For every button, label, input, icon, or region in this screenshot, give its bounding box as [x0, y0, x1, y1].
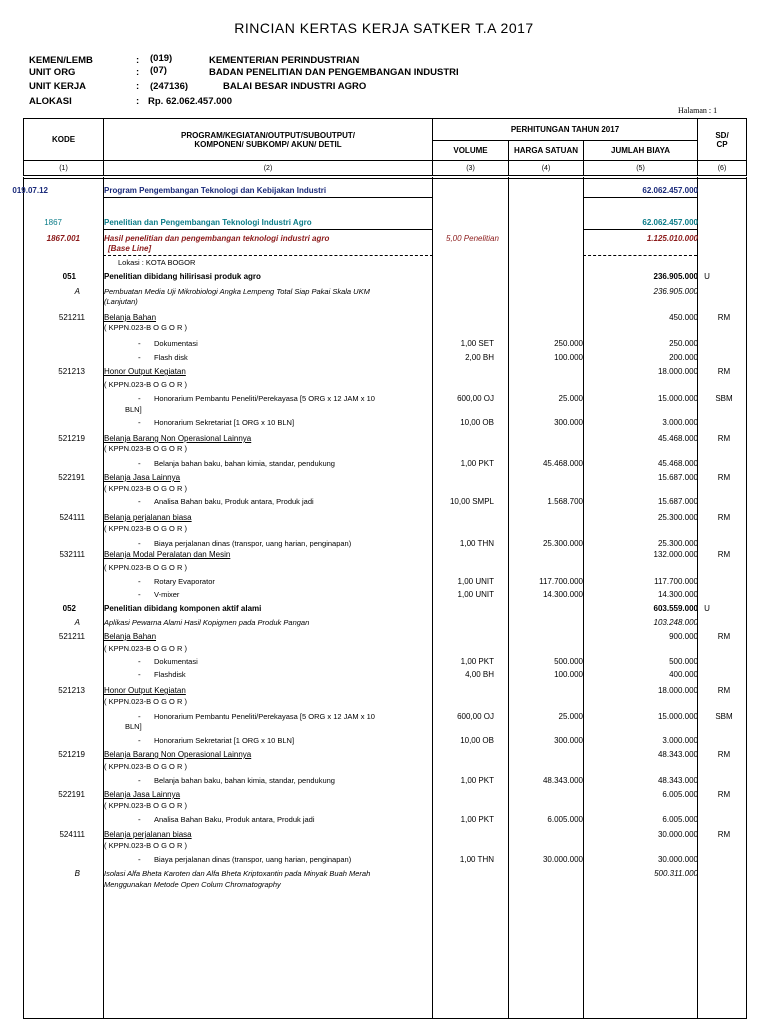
row-jumlah-biaya: 30.000.000 [657, 855, 698, 864]
row-kode: A [74, 618, 80, 627]
row-jumlah-biaya: 45.468.000 [657, 459, 698, 468]
row-description: ( KPPN.023-B O G O R ) [104, 323, 187, 332]
row-description: [Base Line] [108, 244, 152, 253]
unit-org-colon: : [136, 67, 140, 78]
row-description: ( KPPN.023-B O G O R ) [104, 644, 187, 653]
item-dash: - [138, 815, 141, 824]
row-kode: 521219 [58, 434, 85, 443]
row-jumlah-biaya: 236.905.000 [653, 272, 698, 281]
row-volume: 2,00 BH [465, 353, 494, 362]
row-jumlah-biaya: 500.311.000 [654, 869, 698, 878]
item-dash: - [138, 394, 141, 403]
row-kode: 522191 [58, 473, 85, 482]
row-jumlah-biaya: 15.687.000 [657, 497, 698, 506]
row-jumlah-biaya: 15.000.000 [657, 712, 698, 721]
row-jumlah-biaya: 1.125.010.000 [646, 234, 698, 243]
row-sd-cp: U [704, 604, 710, 613]
row-jumlah-biaya: 15.687.000 [657, 473, 698, 482]
item-dash: - [138, 657, 141, 666]
row-description: Belanja Modal Peralatan dan Mesin [104, 550, 231, 559]
col-harga: HARGA SATUAN [509, 141, 584, 161]
row-description: Lokasi : KOTA BOGOR [118, 258, 196, 267]
row-kode: 019.07.12 [12, 186, 48, 195]
row-jumlah-biaya: 25.300.000 [657, 513, 698, 522]
row-description: Flashdisk [154, 670, 186, 679]
rule-line [583, 229, 697, 230]
row-jumlah-biaya: 500.000 [669, 657, 698, 666]
row-description: (Lanjutan) [104, 297, 138, 306]
row-jumlah-biaya: 236.905.000 [653, 287, 698, 296]
row-description: Belanja Jasa Lainnya [104, 790, 181, 799]
row-kode: 524111 [59, 513, 85, 522]
row-description: Honorarium Pembantu Peneliti/Perekayasa [5 ORG x 12 JAM x 10 [154, 394, 375, 403]
row-description: Aplikasi Pewarna Alami Hasil Kopigmen pada Produk Pangan [104, 618, 310, 627]
col-program [104, 119, 433, 161]
kemen-label: KEMEN/LEMB [29, 55, 93, 66]
row-sd-cp: RM [717, 632, 731, 641]
col-jumlah: JUMLAH BIAYA [584, 141, 698, 161]
row-volume: 600,00 OJ [457, 394, 494, 403]
row-jumlah-biaya: 900.000 [669, 632, 698, 641]
item-dash: - [138, 776, 141, 785]
item-dash: - [138, 712, 141, 721]
row-jumlah-biaya: 25.300.000 [657, 539, 698, 548]
row-jumlah-biaya: 62.062.457.000 [642, 186, 698, 195]
row-sd-cp: RM [717, 830, 731, 839]
divider-harga [583, 177, 584, 1019]
rule-line [103, 229, 433, 230]
row-harga-satuan: 25.000 [558, 394, 583, 403]
col-num-4: (4) [509, 161, 584, 176]
row-jumlah-biaya: 6.005.000 [662, 815, 698, 824]
row-jumlah-biaya: 48.343.000 [657, 750, 698, 759]
row-harga-satuan: 30.000.000 [542, 855, 583, 864]
row-harga-satuan: 250.000 [554, 339, 583, 348]
row-kode: 521213 [58, 686, 85, 695]
row-volume: 4,00 BH [465, 670, 494, 679]
kemen-name: KEMENTERIAN PERINDUSTRIAN [209, 55, 360, 66]
row-description: Program Pengembangan Teknologi dan Kebijakan Industri [104, 186, 327, 195]
unit-kerja-colon: : [136, 81, 140, 92]
item-dash: - [138, 736, 141, 745]
item-dash: - [138, 339, 141, 348]
kemen-colon: : [136, 55, 140, 66]
col-kode: KODE [24, 119, 104, 161]
col-program-line1: PROGRAM/KEGIATAN/OUTPUT/SUBOUTPUT/ [181, 130, 355, 140]
unit-org-code: (07) [150, 65, 167, 76]
row-volume: 1,00 PKT [460, 815, 494, 824]
row-description: Belanja Barang Non Operasional Lainnya [104, 434, 252, 443]
row-harga-satuan: 100.000 [554, 670, 583, 679]
col-sdcp-line1: SD/ [715, 130, 729, 140]
row-jumlah-biaya: 18.000.000 [657, 686, 698, 695]
row-harga-satuan: 14.300.000 [542, 590, 583, 599]
rule-line [583, 197, 697, 198]
row-description: Rotary Evaporator [154, 577, 215, 586]
row-volume: 1,00 UNIT [457, 577, 494, 586]
row-description: Penelitian dibidang hilirisasi produk agro [104, 272, 261, 281]
kemen-code: (019) [150, 53, 173, 64]
row-sd-cp: RM [717, 513, 731, 522]
table-bottom-border [23, 1018, 746, 1019]
row-description: Analisa Bahan baku, Produk antara, Produk jadi [154, 497, 314, 506]
row-volume: 1,00 SET [460, 339, 494, 348]
col-program-line2: KOMPONEN/ SUBKOMP/ AKUN/ DETIL [194, 139, 342, 149]
item-dash: - [138, 670, 141, 679]
row-sd-cp: RM [717, 686, 731, 695]
unit-org-label: UNIT ORG [29, 67, 76, 78]
row-jumlah-biaya: 14.300.000 [657, 590, 698, 599]
row-description: Belanja Bahan [104, 632, 157, 641]
row-volume: 1,00 THN [459, 539, 494, 548]
row-jumlah-biaya: 132.000.000 [653, 550, 698, 559]
row-description: Penelitian dan Pengembangan Teknologi Industri Agro [104, 218, 312, 227]
row-volume: 1,00 PKT [460, 657, 494, 666]
row-kode: 521213 [58, 367, 85, 376]
row-harga-satuan: 6.005.000 [547, 815, 583, 824]
row-description: Hasil penelitian dan pengembangan teknologi industri agro [104, 234, 330, 243]
unit-org-name: BADAN PENELITIAN DAN PENGEMBANGAN INDUSTRI [209, 67, 459, 78]
item-dash: - [138, 577, 141, 586]
col-num-1: (1) [24, 161, 104, 176]
row-harga-satuan: 45.468.000 [542, 459, 583, 468]
col-num-6: (6) [698, 161, 747, 176]
row-jumlah-biaya: 6.005.000 [662, 790, 698, 799]
row-description: Honor Output Kegiatan [104, 686, 186, 695]
row-volume: 1,00 PKT [460, 459, 494, 468]
col-sdcp-line2: CP [716, 139, 728, 149]
row-sd-cp: RM [717, 473, 731, 482]
row-sd-cp: RM [717, 313, 731, 322]
row-jumlah-biaya: 30.000.000 [657, 830, 698, 839]
row-jumlah-biaya: 450.000 [669, 313, 698, 322]
row-jumlah-biaya: 400.000 [669, 670, 698, 679]
border-right [746, 177, 747, 1019]
row-volume: 1,00 UNIT [457, 590, 494, 599]
row-jumlah-biaya: 48.343.000 [657, 776, 698, 785]
row-description: Analisa Bahan Baku, Produk antara, Produk jadi [154, 815, 315, 824]
row-description: Menggunakan Metode Open Colum Chromatography [104, 880, 281, 889]
row-sd-cp: RM [717, 367, 731, 376]
row-jumlah-biaya: 62.062.457.000 [642, 218, 698, 227]
row-volume: 5,00 Penelitian [446, 234, 499, 243]
row-jumlah-biaya: 45.468.000 [657, 434, 698, 443]
alokasi-value: Rp. 62.062.457.000 [148, 96, 232, 107]
unit-kerja-code: (247136) [150, 81, 189, 92]
row-description: Biaya perjalanan dinas (transpor, uang harian, penginapan) [154, 539, 352, 548]
row-description: ( KPPN.023-B O G O R ) [104, 380, 187, 389]
item-dash: - [138, 590, 141, 599]
row-description: ( KPPN.023-B O G O R ) [104, 563, 187, 572]
row-harga-satuan: 48.343.000 [542, 776, 583, 785]
row-description: Dokumentasi [154, 339, 198, 348]
table-header [23, 118, 747, 176]
row-jumlah-biaya: 18.000.000 [657, 367, 698, 376]
row-kode: 052 [62, 604, 76, 613]
row-description: Belanja Jasa Lainnya [104, 473, 181, 482]
row-description: Flash disk [154, 353, 188, 362]
row-harga-satuan: 300.000 [554, 418, 583, 427]
row-jumlah-biaya: 200.000 [669, 353, 698, 362]
rule-line [103, 255, 433, 256]
rule-line [103, 197, 433, 198]
row-harga-satuan: 300.000 [554, 736, 583, 745]
row-description: Belanja bahan baku, bahan kimia, standar, pendukung [154, 459, 335, 468]
row-description: BLN] [125, 405, 142, 414]
row-description: ( KPPN.023-B O G O R ) [104, 841, 187, 850]
row-volume: 10,00 SMPL [449, 497, 494, 506]
row-jumlah-biaya: 103.248.000 [653, 618, 698, 627]
row-description: Belanja Barang Non Operasional Lainnya [104, 750, 252, 759]
row-jumlah-biaya: 117.700.000 [654, 577, 698, 586]
row-harga-satuan: 25.000 [558, 712, 583, 721]
col-num-2: (2) [104, 161, 433, 176]
row-description: Belanja perjalanan biasa [104, 830, 192, 839]
row-kode: A [74, 287, 80, 296]
page-number: Halaman : 1 [678, 106, 718, 115]
row-harga-satuan: 1.568.700 [547, 497, 583, 506]
row-kode: 521211 [58, 632, 85, 641]
row-volume: 1,00 PKT [460, 776, 494, 785]
row-harga-satuan: 100.000 [554, 353, 583, 362]
row-description: ( KPPN.023-B O G O R ) [104, 484, 187, 493]
row-sd-cp: RM [717, 750, 731, 759]
item-dash: - [138, 459, 141, 468]
document-title: RINCIAN KERTAS KERJA SATKER T.A 2017 [234, 20, 534, 36]
row-description: Pembuatan Media Uji Mikrobiologi Angka Lempeng Total Siap Pakai Skala UKM [104, 287, 370, 296]
row-sd-cp: U [704, 272, 710, 281]
alokasi-label: ALOKASI [29, 96, 72, 107]
row-description: ( KPPN.023-B O G O R ) [104, 697, 187, 706]
row-jumlah-biaya: 603.559.000 [653, 604, 698, 613]
row-harga-satuan: 117.700.000 [539, 577, 583, 586]
row-description: Belanja bahan baku, bahan kimia, standar, pendukung [154, 776, 335, 785]
row-description: Honorarium Sekretariat [1 ORG x 10 BLN] [154, 736, 295, 745]
row-kode: 522191 [58, 790, 85, 799]
row-description: Biaya perjalanan dinas (transpor, uang harian, penginapan) [154, 855, 352, 864]
row-volume: 1,00 THN [459, 855, 494, 864]
row-description: ( KPPN.023-B O G O R ) [104, 801, 187, 810]
row-kode: 532111 [59, 550, 85, 559]
rule-line [583, 255, 697, 256]
row-sd-cp: SBM [715, 394, 733, 403]
row-description: Belanja perjalanan biasa [104, 513, 192, 522]
row-description: ( KPPN.023-B O G O R ) [104, 762, 187, 771]
row-jumlah-biaya: 3.000.000 [662, 736, 698, 745]
col-perhitungan: PERHITUNGAN TAHUN 2017 [433, 119, 698, 141]
row-jumlah-biaya: 15.000.000 [657, 394, 698, 403]
row-harga-satuan: 25.300.000 [542, 539, 583, 548]
row-kode: B [74, 869, 80, 878]
row-description: Dokumentasi [154, 657, 198, 666]
row-volume: 600,00 OJ [457, 712, 494, 721]
item-dash: - [138, 539, 141, 548]
row-description: Belanja Bahan [104, 313, 157, 322]
unit-kerja-label: UNIT KERJA [29, 81, 87, 92]
row-volume: 10,00 OB [460, 736, 494, 745]
row-sd-cp: SBM [715, 712, 733, 721]
border-left [23, 177, 24, 1019]
row-sd-cp: RM [717, 790, 731, 799]
row-description: ( KPPN.023-B O G O R ) [104, 444, 187, 453]
row-kode: 521219 [58, 750, 85, 759]
col-sdcp [698, 119, 747, 161]
row-volume: 10,00 OB [460, 418, 494, 427]
row-kode: 1867.001 [46, 234, 80, 243]
item-dash: - [138, 353, 141, 362]
item-dash: - [138, 497, 141, 506]
row-sd-cp: RM [717, 434, 731, 443]
row-jumlah-biaya: 250.000 [669, 339, 698, 348]
row-description: Honorarium Sekretariat [1 ORG x 10 BLN] [154, 418, 295, 427]
row-description: Isolasi Alfa Bheta Karoten dan Alfa Bheta Kriptoxantin pada Minyak Buah Merah [104, 869, 371, 878]
row-description: BLN] [125, 722, 142, 731]
row-sd-cp: RM [717, 550, 731, 559]
item-dash: - [138, 418, 141, 427]
row-description: ( KPPN.023-B O G O R ) [104, 524, 187, 533]
row-description: Honor Output Kegiatan [104, 367, 186, 376]
row-description: Penelitian dibidang komponen aktif alami [104, 604, 262, 613]
row-kode: 051 [62, 272, 76, 281]
row-description: V-mixer [154, 590, 180, 599]
row-jumlah-biaya: 3.000.000 [662, 418, 698, 427]
unit-kerja-name: BALAI BESAR INDUSTRI AGRO [223, 81, 367, 92]
col-num-3: (3) [433, 161, 509, 176]
item-dash: - [138, 855, 141, 864]
col-num-5: (5) [584, 161, 698, 176]
alokasi-colon: : [136, 96, 140, 107]
row-description: Honorarium Pembantu Peneliti/Perekayasa [5 ORG x 12 JAM x 10 [154, 712, 375, 721]
row-kode: 1867 [44, 218, 62, 227]
col-volume: VOLUME [433, 141, 509, 161]
row-harga-satuan: 500.000 [554, 657, 583, 666]
rule-line [23, 178, 746, 179]
row-kode: 524111 [59, 830, 85, 839]
row-kode: 521211 [58, 313, 85, 322]
